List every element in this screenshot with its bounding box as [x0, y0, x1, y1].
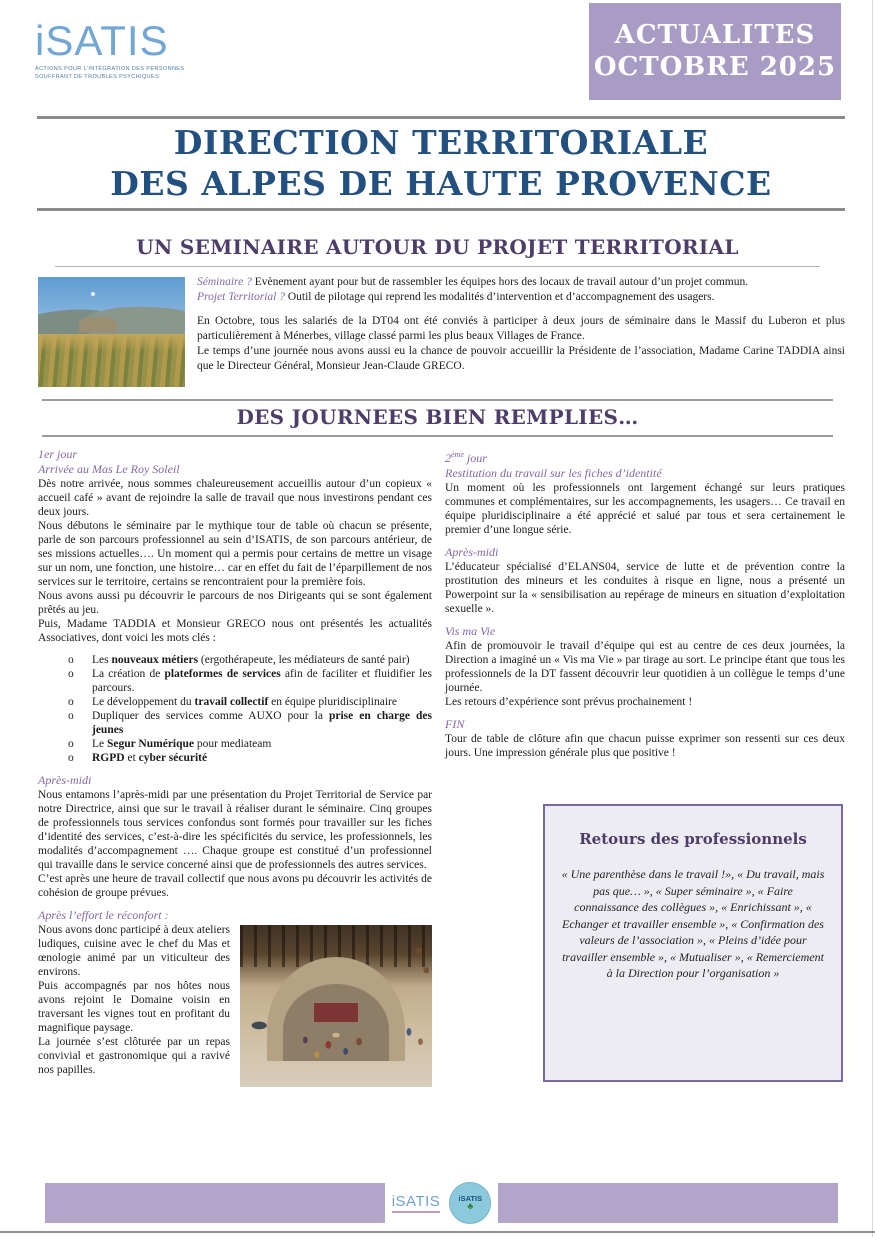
journees-rule-bottom: [42, 435, 833, 437]
isatis-tagline: [35, 65, 205, 82]
bullet-text: Le Segur Numérique pour mediateam: [92, 738, 272, 750]
bullet-marker: o: [68, 738, 74, 750]
day2-label: 2ème jour: [445, 450, 487, 465]
page-footer: [0, 1183, 875, 1223]
isatis-wordmark: iSATIS: [35, 17, 169, 64]
left-paragraph-3: Nous avons aussi pu découvrir le parcours de nos Dirigeants qui se sont également prêtés au jeu.: [38, 590, 432, 616]
bullet-marker: o: [68, 696, 74, 708]
page-bottom-border: [0, 1231, 875, 1233]
isatis-round-badge: [449, 1182, 491, 1224]
right-column: [445, 447, 845, 1082]
vineyard-rows-highlight: [38, 334, 185, 352]
restaurant-diners: [240, 925, 432, 1087]
page-right-border: [872, 0, 873, 1237]
left-paragraph-9: La journée s’est clôturée par un repas convivial et gastronomique qui a ravivé nos papilles.: [38, 1036, 230, 1076]
feedback-box-title: Retours des professionnels: [579, 830, 807, 848]
reconfort-subheading: Après l’effort le réconfort :: [38, 908, 169, 922]
list-item: [68, 709, 432, 737]
list-item: [68, 667, 432, 695]
footer-isatis-wordmark: [392, 1194, 441, 1213]
journees-block: [0, 399, 875, 437]
journees-heading: DES JOURNEES BIEN REMPLIES…: [236, 405, 639, 429]
left-paragraph-4: Puis, Madame TADDIA et Monsieur GRECO nous ont présentés les actualités Associatives, dont voici les mots clés :: [38, 618, 432, 644]
left-paragraph-2: Nous débutons le séminaire par le mythique tour de table où chacun se présente, parle de son parcours professionnel au sein d’ISATIS, de son parcours antérieur, de ses missions actuelles…. Un moment qui a permis pour certains de mettre un visage sur un nom, une fonction, une histoire… car en effet du fait de l’éparpillement de nos services sur le territoire, certains se rencontraient pour la première fois.: [38, 520, 432, 588]
reconfort-block: [38, 923, 432, 1091]
journees-rule-top: [42, 399, 833, 401]
bullet-marker: o: [68, 752, 74, 764]
left-paragraph-6: C’est après une heure de travail collectif que nous avons pu découvrir les activités de cohésion de groupe prévues.: [38, 873, 432, 899]
list-item: [68, 751, 432, 765]
page-title-line2: DES ALPES DE HAUTE PROVENCE: [110, 164, 772, 203]
left-paragraph-8: Puis accompagnés par nos hôtes nous avons rejoint le Domaine voisin en traversant les vignes tout en profitant du magnifique paysage.: [38, 980, 230, 1034]
issue-badge: [589, 3, 841, 100]
key-words-list: [38, 653, 432, 765]
bullet-text: RGPD et cyber sécurité: [92, 752, 208, 764]
footer-bar-left: [45, 1183, 385, 1223]
left-column: [38, 447, 432, 1091]
list-item: [68, 653, 432, 667]
bullet-marker: o: [68, 710, 74, 722]
fin-subheading: FIN: [445, 717, 465, 731]
left-paragraph-5: Nous entamons l’après-midi par une présentation du Projet Territorial de Service par notre Directrice, ainsi que sur le travail à réaliser durant le séminaire. Cinq groupes de professionnels tous services confondus sont formés pour travailler sur les fiches d’identité des services, c’est-à-dire les spécificités du service, les professionnels, les modalités d’accompagnement …. Chaque groupe est constitué d’un professionnel qui travaille dans le service concerné ainsi que de professionnels des autres services.: [38, 789, 432, 871]
isatis-logo: [35, 17, 205, 82]
footer-logos: [385, 1182, 499, 1224]
right-paragraph-2: L’éducateur spécialisé d’ELANS04, service de lutte et de prévention contre la prostitution des mineurs et les conduites à risque en ligne, nous a présenté un Powerpoint sur la « sensibilisation au repérage de mineurs en situation d’exploitation sexuelle ».: [445, 561, 845, 615]
bullet-text: Dupliquer des services comme AUXO pour la prise en charge des jeunes: [92, 710, 432, 736]
page-title-line1: DIRECTION TERRITORIALE: [173, 123, 709, 162]
day1-afternoon-subheading: Après-midi: [38, 773, 92, 787]
definition-seminaire-text: Evènement ayant pour but de rassembler les équipes hors des locaux de travail autour d’un projet commun.: [251, 276, 749, 288]
day1-arrival-subheading: Arrivée au Mas Le Roy Soleil: [38, 462, 180, 476]
issue-badge-line1: ACTUALITES: [614, 20, 816, 51]
bullet-marker: o: [68, 668, 74, 680]
restaurant-photo: [240, 925, 432, 1087]
article-columns: [38, 447, 845, 1091]
title-rule-bottom: [37, 208, 845, 211]
left-paragraph-1: Dès notre arrivée, nous sommes chaleureusement accueillis autour d’un copieux « accueil café » avant de rejoindre la salle de travail que nous investirons pendant ces deux jours.: [38, 478, 432, 518]
vis-ma-vie-subheading: Vis ma Vie: [445, 624, 496, 638]
right-paragraph-5: Tour de table de clôture afin que chacun puisse exprimer son ressenti sur ces deux jours. Une impression générale plus que positive !: [445, 733, 845, 759]
bullet-text: La création de plateformes de services afin de faciliter et fluidifier les parcours.: [92, 668, 433, 694]
footer-bar-right: [498, 1183, 838, 1223]
isatis-tagline-line1: ACTIONS POUR L’INTÉGRATION DES PERSONNES: [35, 66, 185, 72]
tree-icon: ♣: [467, 1201, 474, 1212]
list-item: [68, 695, 432, 709]
list-item: [68, 737, 432, 751]
footer-wordmark-underline: [392, 1211, 441, 1213]
seminar-heading-rule: [55, 266, 820, 267]
issue-badge-line2: OCTOBRE 2025: [593, 52, 837, 82]
right-paragraph-3: Afin de promouvoir le travail d’équipe qui est au centre de ces deux journées, la Direction a imaginé un « Vis ma Vie » par tirage au sort. Le principe étant que tous les professionnels de la DT fassent découvrir leur quotidien à un collègue le temps d’une journée.: [445, 640, 845, 694]
left-paragraph-7: Nous avons donc participé à deux ateliers ludiques, cuisine avec le chef du Mas et œnologie animé par un viticulteur des environs.: [38, 924, 230, 978]
title-block: [37, 116, 845, 211]
feedback-box-quotes: « Une parenthèse dans le travail !», « Du travail, mais pas que… », « Super séminaire », « Faire connaissance des collègues », « Enrichissant », « Echanger et travailler ensemble », « Confirmation des valeurs de l’association », « Pleins d’idée pour travailler ensemble », « Mutualiser », « Remerciement à la Direction pour l’organisation »: [561, 867, 825, 980]
feedback-box: [543, 804, 843, 1082]
page-title: [37, 119, 845, 208]
day2-restitution-subheading: Restitution du travail sur les fiches d’identité: [445, 466, 662, 480]
seminar-paragraph-1: En Octobre, tous les salariés de la DT04 ont été conviés à participer à deux jours de séminaire dans le Massif du Luberon et plus particulièrement à Ménerbes, village classé parmi les plus beaux Villages de France.: [197, 315, 845, 342]
bullet-text: Les nouveaux métiers (ergothérapeute, les médiateurs de santé pair): [92, 654, 410, 666]
definition-projet-text: Outil de pilotage qui reprend les modalités d’intervention et d’accompagnement des usagers.: [284, 291, 715, 303]
day2-afternoon-subheading: Après-midi: [445, 545, 499, 559]
right-paragraph-4: Les retours d’expérience sont prévus prochainement !: [445, 696, 693, 708]
seminar-paragraph-2: Le temps d’une journée nous avons aussi eu la chance de pouvoir accueillir la Présidente de l’association, Madame Carine TADDIA ainsi que le Directeur Général, Monsieur Jean-Claude GRECO.: [197, 345, 845, 372]
definition-seminaire-term: Séminaire ?: [197, 276, 252, 288]
bullet-text: Le développement du travail collectif en équipe pluridisciplinaire: [92, 696, 397, 708]
definition-projet-term: Projet Territorial ?: [197, 291, 285, 303]
vineyard-photo: [38, 277, 185, 387]
page-header: [0, 0, 875, 100]
bullet-marker: o: [68, 654, 74, 666]
seminar-content: [38, 275, 845, 389]
footer-wordmark-text: iSATIS: [391, 1192, 441, 1210]
seminar-heading: UN SEMINAIRE AUTOUR DU PROJET TERRITORIAL: [136, 235, 739, 259]
vineyard-village: [79, 317, 117, 332]
isatis-tagline-line2: SOUFFRANT DE TROUBLES PSYCHIQUES: [35, 74, 160, 81]
day1-label: 1er jour: [38, 447, 77, 461]
badge-wordmark-text: iSATIS: [458, 1193, 483, 1203]
right-paragraph-1: Un moment où les professionnels ont largement échangé sur leurs pratiques communes et complémentaires, sur les accompagnements, les usagers… Ce travail en équipe pluridisciplinaire a été apprécié et salué par tous et sera certainement le premier d’une longue série.: [445, 482, 845, 536]
